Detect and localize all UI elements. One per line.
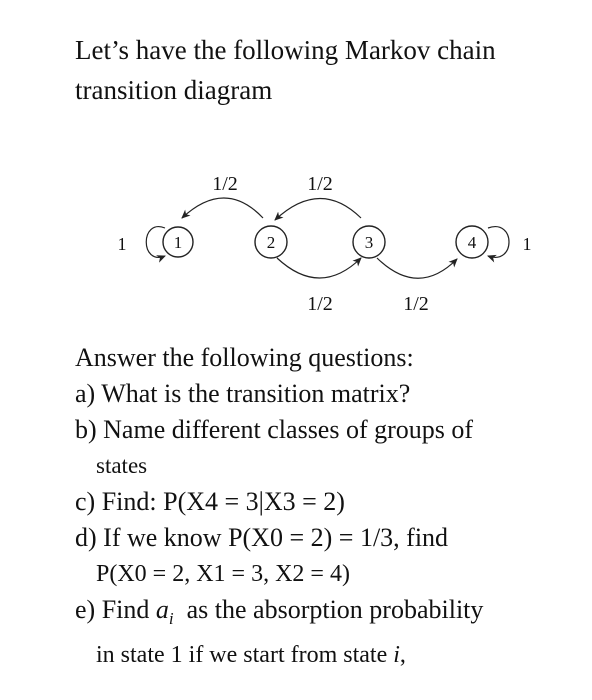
question-list bbox=[75, 340, 585, 673]
question-e-subscript: i bbox=[168, 609, 174, 629]
arc-2-to-3-label: 1/2 bbox=[307, 293, 333, 315]
state-2-label: 2 bbox=[266, 233, 276, 252]
arc-3-to-2 bbox=[275, 198, 361, 220]
self-loop-4 bbox=[488, 227, 509, 258]
arc-2-to-1-label: 1/2 bbox=[212, 173, 238, 195]
arc-2-to-3 bbox=[277, 258, 361, 278]
question-e-suffix: as the absorption probability bbox=[173, 595, 484, 624]
question-e-prefix: e) Find bbox=[75, 595, 156, 624]
intro-line-1: Let’s have the following Markov chain bbox=[75, 35, 496, 65]
question-e-cont-var: i bbox=[393, 642, 400, 669]
arc-3-to-2-label: 1/2 bbox=[307, 173, 333, 195]
question-e bbox=[75, 592, 585, 637]
question-a: a) What is the transition matrix? bbox=[75, 379, 411, 408]
question-b: b) Name different classes of groups of bbox=[75, 415, 474, 444]
state-1 bbox=[163, 227, 193, 257]
question-e-cont-suffix: , bbox=[399, 642, 406, 669]
self-loop-4-label: 1 bbox=[522, 234, 532, 254]
question-c: c) Find: P(X4 = 3|X3 = 2) bbox=[75, 487, 345, 516]
self-loop-1 bbox=[146, 227, 165, 258]
state-3-label: 3 bbox=[364, 233, 374, 252]
question-d: d) If we know P(X0 = 2) = 1/3, find bbox=[75, 523, 449, 552]
problem-intro bbox=[75, 30, 575, 110]
question-e-symbol: a bbox=[155, 595, 169, 624]
question-b-continued: states bbox=[96, 453, 148, 478]
question-e-cont-prefix: in state 1 if we start from state bbox=[96, 642, 394, 669]
state-2 bbox=[255, 226, 287, 258]
arc-3-to-4 bbox=[377, 258, 457, 278]
state-4 bbox=[456, 226, 488, 258]
arc-3-to-4-label: 1/2 bbox=[403, 293, 429, 315]
state-4-label: 4 bbox=[467, 233, 477, 252]
questions-heading: Answer the following questions: bbox=[75, 343, 414, 372]
arc-2-to-1 bbox=[182, 198, 263, 218]
markov-chain-diagram bbox=[0, 160, 592, 330]
question-d-continued: P(X0 = 2, X1 = 3, X2 = 4) bbox=[96, 561, 350, 587]
state-3 bbox=[353, 226, 385, 258]
question-e-continued bbox=[75, 637, 585, 673]
self-loop-1-label: 1 bbox=[117, 234, 127, 254]
intro-line-2: transition diagram bbox=[75, 75, 273, 105]
state-1-label: 1 bbox=[173, 233, 183, 252]
